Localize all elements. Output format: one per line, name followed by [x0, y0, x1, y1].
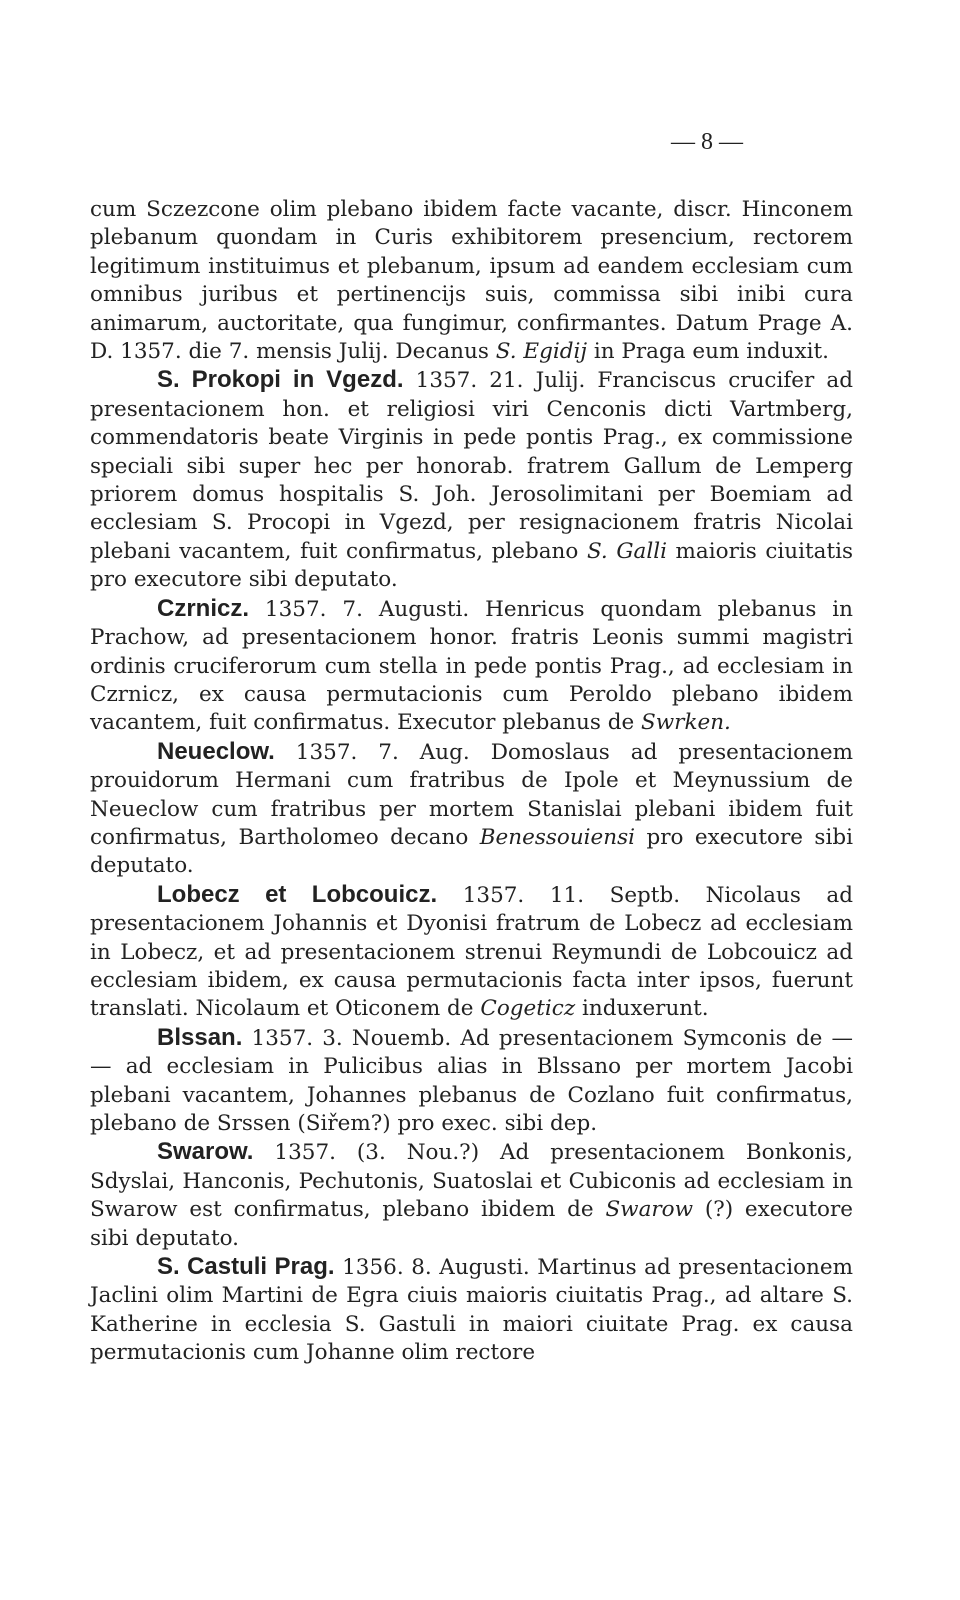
text-run: 1356. 8. Augusti. Martinus ad presentacionem Jaclini olim Martini de Egra ciuis maioris ciuitatis Prag., ad altare S. Katherine in ecclesia S. Gastuli in maiori ciuitate Prag. ex causa permutacionis cum Johanne olim rectore: [90, 1255, 853, 1366]
text-run: induxerunt.: [575, 996, 709, 1022]
paragraph-neueclow: [90, 738, 853, 881]
paragraph-blssan: [90, 1024, 853, 1139]
text-run: 1357. 3. Nouemb. Ad presentacionem Symconis de — — ad ecclesiam in Pulicibus alias in Blssano per mortem Jacobi plebani vacantem, Johannes plebanus de Cozlano fuit confirmatus, plebano de Srssen (Siřem?) pro exec. sibi dep.: [90, 1025, 853, 1136]
italic-name: Swrken.: [641, 710, 731, 736]
paragraph-castuli: [90, 1253, 853, 1368]
italic-name: S. Egidij: [495, 339, 588, 365]
entry-heading: S. Prokopi in Vgezd.: [157, 366, 404, 394]
entry-heading: Blssan.: [157, 1023, 243, 1051]
paragraph-prokopi: [90, 366, 853, 594]
entry-heading: Swarow.: [157, 1138, 254, 1166]
text-run: 1357. 7. Aug. Domoslaus ad presentacionem prouidorum Hermani cum fratribus de Ipole et Meynussium de Neueclow cum fratribus per mortem Stanislai plebani ibidem fuit confirmatus, Bartholomeo decano: [90, 739, 853, 850]
entry-heading: Lobecz et Lobcouicz.: [157, 880, 438, 908]
entry-heading: S. Castuli Prag.: [157, 1253, 335, 1281]
text-run: 1357. 11. Septb. Nicolaus ad presentacionem Johannis et Dyonisi fratrum de Lobecz ad ecclesiam in Lobecz, et ad presentacionem strenui Reymundi de Lobcouicz ad ecclesiam ibidem, ex causa permutacionis facta inter ipsos, fuerunt translati. Nicolaum et Oticonem de: [90, 882, 854, 1022]
italic-name: Swarow: [605, 1197, 694, 1223]
paragraph-lobecz: [90, 881, 853, 1024]
document-page: [90, 128, 853, 1368]
paragraph-swarow: [90, 1138, 853, 1253]
text-run: 1357. (3. Nou.?) Ad presentacionem Bonkonis, Sdyslai, Hanconis, Pechutonis, Suatoslai et Cubiconis ad ecclesiam in Swarow est confirmatus, plebano ibidem de: [90, 1140, 853, 1223]
text-run: 1357. 7. Augusti. Henricus quondam plebanus in Prachow, ad presentacionem honor. fratris Leonis summi magistri ordinis cruciferorum cum stella in pede pontis Prag., ad ecclesiam in Czrnicz, ex causa permutacionis cum Peroldo plebano ibidem vacantem, fuit confirmatus. Executor plebanus de: [90, 596, 853, 736]
text-run: cum Sczezcone olim plebano ibidem facte vacante, discr. Hinconem plebanum quondam in Curis exhibitorem presencium, rectorem legitimum instituimus et plebanum, ipsum ad eandem ecclesiam cum omnibus juribus et pertinencijs suis, commissa sibi inibi cura animarum, auctoritate, qua fungimur, confirmantes. Datum Prage A. D. 1357. die 7. mensis Julij. Decanus: [90, 197, 853, 365]
text-run: pro executore sibi deputato.: [90, 824, 853, 879]
text-run: in Praga eum induxit.: [587, 339, 830, 365]
paragraph-continuation: [90, 196, 853, 366]
paragraph-czrnicz: [90, 595, 853, 738]
entry-heading: Czrnicz.: [157, 594, 250, 622]
italic-name: Cogeticz: [480, 996, 576, 1022]
body-text: [90, 196, 853, 1368]
italic-name: Benessouiensi: [479, 824, 636, 850]
text-run: maioris ciuitatis pro executore sibi deputato.: [90, 538, 853, 593]
entry-heading: Neueclow.: [157, 737, 275, 765]
italic-name: S. Galli: [586, 538, 667, 564]
text-run: (?) executore sibi deputato.: [90, 1197, 853, 1251]
page-number: — 8 —: [671, 129, 743, 155]
text-run: 1357. 21. Julij. Franciscus crucifer ad presentacionem hon. et religiosi viri Cenconis dicti Vartmberg, commendatoris beate Virginis in pede pontis Prag., ex commissione speciali sibi super hec per honorab. fratrem Gallum de Lemperg priorem domus hospitalis S. Joh. Jerosolimitani per Boemiam ad ecclesiam S. Procopi in Vgezd, per resignacionem fratris Nicolai plebani vacantem, fuit confirmatus, plebano: [90, 368, 853, 564]
